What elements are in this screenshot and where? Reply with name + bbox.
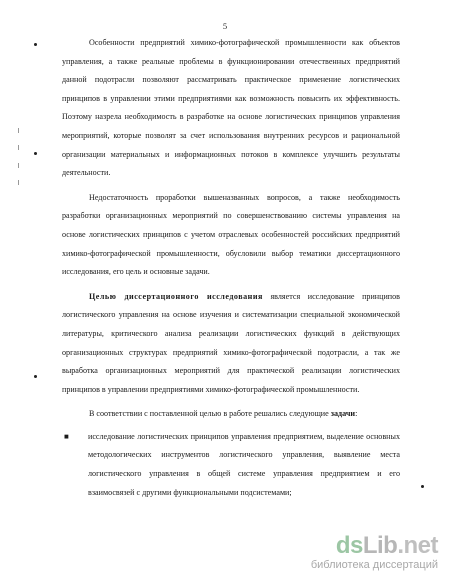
- margin-dot: [34, 43, 37, 46]
- watermark-logo: dsLib.net: [335, 532, 438, 559]
- margin-tick: [18, 180, 19, 185]
- paragraph-goal: [62, 288, 400, 400]
- margin-dot: [34, 152, 37, 155]
- paragraph-topic-choice: Недостаточность проработки вышеназванных вопросов, а также необходимость разработки организационных мероприятий по совершенствованию системы управления на основе логистических принципов с учетом отраслевых особенностей российских предприятий химико-фотографической промышленности, обусловили выбор тематики диссертационного исследования, его цель и основные задачи.: [62, 192, 400, 277]
- watermark: [311, 534, 438, 572]
- tasks-word: задачи: [330, 409, 356, 419]
- goal-heading: Целью диссертационного исследования: [89, 291, 263, 301]
- goal-text: является исследование принципов логистического управления на основе изучения и систематизации специальной экономической литературы, критического анализа реализации логистических функций в действующих организационных структурах предприятий химико-фотографической подотрасли, а так же выработка организационных мероприятий для практической реализации логистических принципов в управлении предприятиями химико-фотографической промышленности.: [62, 291, 400, 394]
- margin-tick: [18, 128, 19, 133]
- margin-dot: [421, 485, 424, 488]
- margin-dot: [34, 375, 37, 378]
- list-item: [62, 428, 400, 502]
- margin-tick: [18, 145, 19, 150]
- paragraph-tasks-intro: В соответствии с поставленной целью в работе решались следующие задачи:: [89, 409, 358, 419]
- margin-tick: [18, 163, 19, 168]
- paragraph-intro: Особенности предприятий химико-фотографической промышленности как объектов управления, а также реальные проблемы в функционировании отечественных предприятий данной подотрасли позволяют рассматривать практическое применение логистических принципов в управлении этими предприятиями как возможность повысить их эффективность. Поэтому назрела необходимость в разработке на основе логистических принципов управления мероприятий, которые позволят за счет использования внутренних ресурсов и рациональной организации материальных и информационных потоков в комплексе улучшить результаты деятельности.: [62, 38, 400, 178]
- page-number: 5: [222, 21, 228, 31]
- task-list: [62, 428, 400, 502]
- body-text: [62, 34, 400, 502]
- bullet-square-icon: ■: [64, 431, 69, 441]
- watermark-tagline: библиотека диссертаций: [310, 559, 438, 571]
- list-item-text: исследование логистических принципов управления предприятием, выделение основных методологических инструментов логистического управления, выявление места логистического управления в общей системе управления предприятием и его взаимосвязей с другими функциональными подсистемами;: [88, 431, 400, 497]
